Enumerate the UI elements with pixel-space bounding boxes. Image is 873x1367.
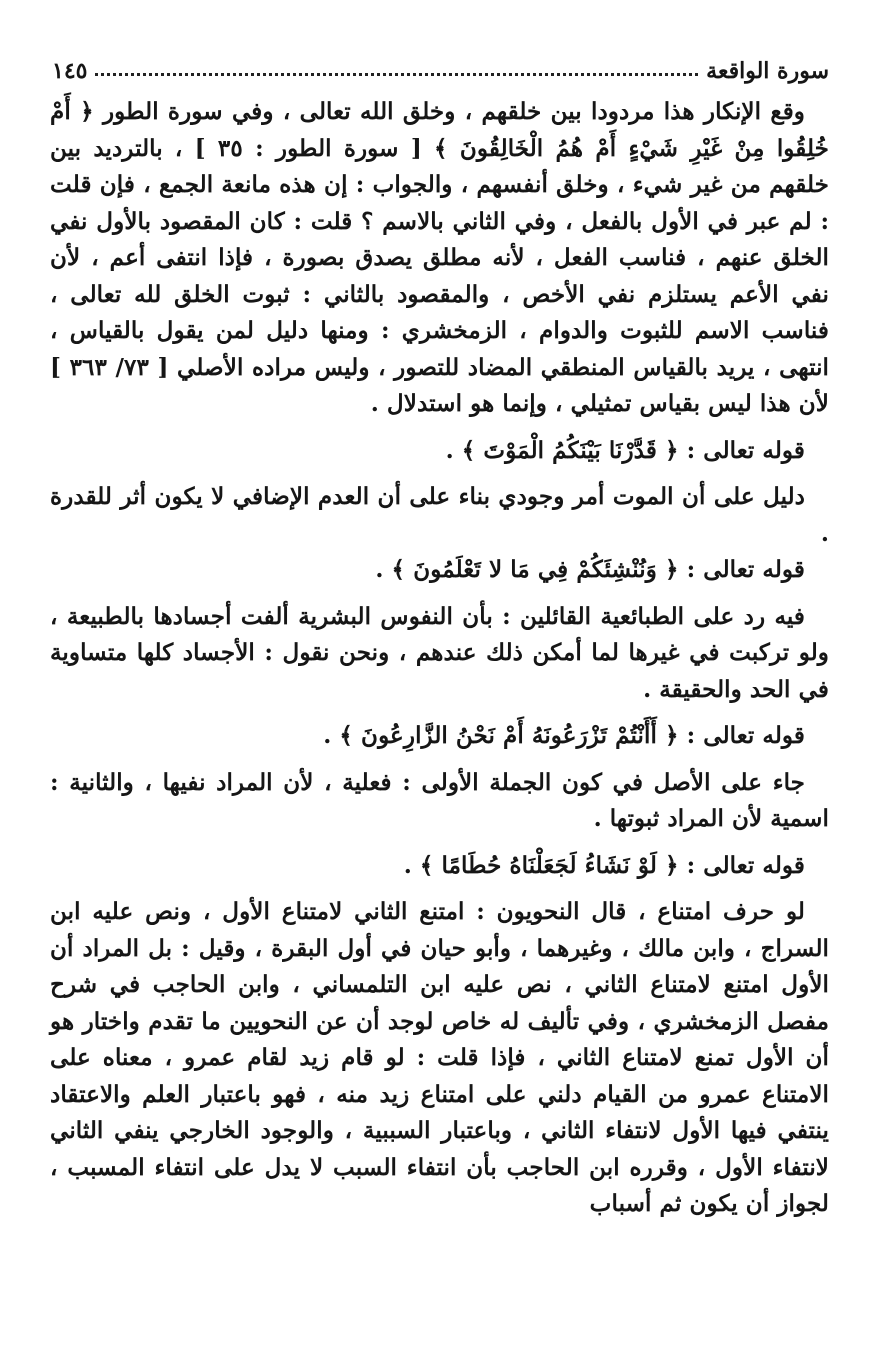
page-number: ١٤٥	[52, 58, 88, 84]
verse-heading: قوله تعالى : ﴿ لَوْ نَشَاءُ لَجَعَلْنَاهُ حُطَامًا ﴾ .	[403, 851, 805, 879]
paragraph: وقع الإنكار هذا مردودا بين خلقهم ، وخلق الله تعالى ، وفي سورة الطور ﴿ أَمْ خُلِقُوا مِنْ غَيْرِ شَيْءٍ أَمْ هُمُ الْخَالِقُونَ ﴾ [ سورة الطور : ٣٥ ] ، بالترديد بين خلقهم من غير شيء ، وخلق أنفسهم ، والجواب : إن هذه مانعة الجمع ، فإن قلت : لم عبر في الأول بالفعل ، وفي الثاني بالاسم ؟ قلت : كان المقصود بالأول نفي الخلق عنهم ، فناسب الفعل ، لأنه مطلق يصدق بصورة ، فإذا انتفى أعم ، لأن نفي الأعم يستلزم نفي الأخص ، والمقصود بالثاني : ثبوت الخلق لله تعالى ، فناسب الاسم للثبوت والدوام ، الزمخشري : ومنها دليل لمن يقول بالقياس ، انتهى ، يريد بالقياس المنطقي المضاد للتصور ، وليس مراده الأصلي [ ٧٣/ ٣٦٣ ] لأن هذا ليس بقياس تمثيلي ، وإنما هو استدلال .	[50, 98, 830, 417]
page-body	[50, 94, 829, 1223]
verse-heading: قوله تعالى : ﴿ وَنُنْشِئَكُمْ فِي مَا لا تَعْلَمُونَ ﴾ .	[375, 556, 805, 583]
page-header	[52, 54, 829, 88]
paragraph: دليل على أن الموت أمر وجودي بناء على أن العدم الإضافي لا يكون أثر للقدرة .	[50, 483, 829, 547]
header-dotted-leader	[95, 73, 698, 76]
verse-heading: قوله تعالى : ﴿ قَدَّرْنَا بَيْنَكُمُ الْمَوْتَ ﴾ .	[445, 436, 805, 464]
paragraph: فيه رد على الطبائعية القائلين : بأن النفوس البشرية ألفت أجسادها بالطبيعة ، ولو تركبت في غيرها لما أمكن ذلك عندهم ، ونحن نقول : الأجساد كلها متساوية في الحد والحقيقة .	[50, 602, 829, 703]
surah-title: سورة الواقعة	[706, 58, 829, 84]
paragraph: جاء على الأصل في كون الجملة الأولى : فعلية ، لأن المراد نفيها ، والثانية : اسمية لأن المراد ثبوتها .	[50, 768, 829, 832]
paragraph: لو حرف امتناع ، قال النحويون : امتنع الثاني لامتناع الأول ، ونص عليه ابن السراج ، وابن مالك ، وغيرهما ، وأبو حيان في أول البقرة ، وقيل : بل المراد أن الأول امتنع لامتناع الثاني ، نص عليه ابن التلمساني ، وابن الحاجب في شرح مفصل الزمخشري ، وفي تأليف له خاص لوجد أن عن النحويين ما تقدم واختار هو أن الأول تمنع لامتناع الثاني ، فإذا قلت : لو قام زيد لقام عمرو ، معناه على الامتناع عمرو من القيام دلني على امتناع زيد منه ، فهو باعتبار العلم والاعتقاد ينتفي فيها الأول لانتفاء الثاني ، وباعتبار السببية ، والوجود الخارجي ينفي الثاني لانتفاء الأول ، وقرره ابن الحاجب بأن انتفاء السبب لا يدل على انتفاء المسبب ، لجواز أن يكون ثم أسباب	[50, 898, 829, 1217]
verse-heading: قوله تعالى : ﴿ أَأَنْتُمْ تَزْرَعُونَهُ أَمْ نَحْنُ الزَّارِعُونَ ﴾ .	[323, 722, 805, 749]
